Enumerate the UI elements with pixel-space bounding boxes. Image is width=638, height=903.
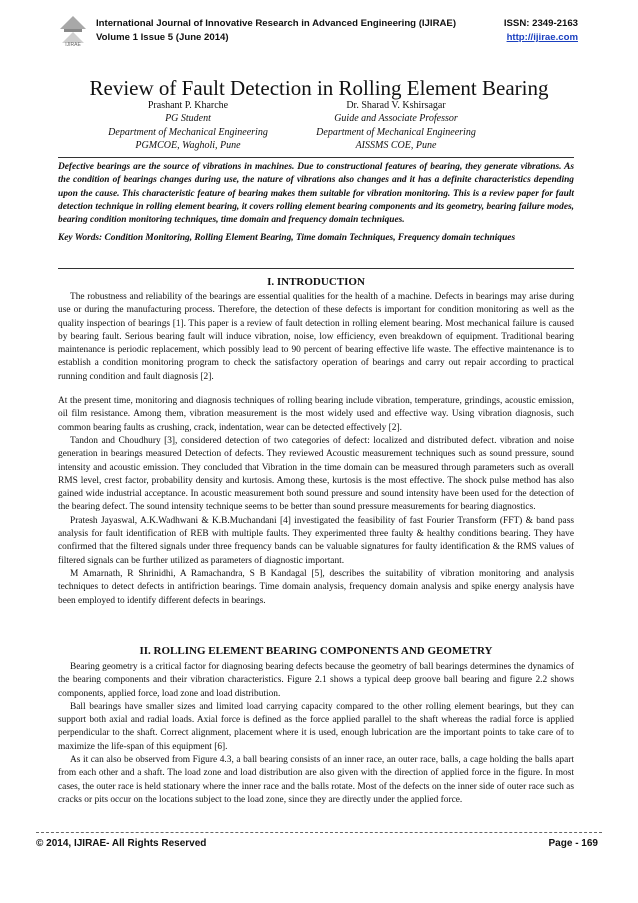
author-dept: Department of Mechanical Engineering: [108, 126, 268, 138]
bearing-geometry-body: [58, 661, 574, 807]
footer-divider: [36, 832, 602, 833]
author-2: [276, 99, 516, 153]
paragraph: Ball bearings have smaller sizes and limited load carrying capacity compared to the other rolling element bearings, but they can support both axial and radial loads. Axial force is defined as the force applied parallel to the shaft whereas the radial force is applied perpendicular to the shaft. Correct alignment, placement where it is used, enough lubrication are the important points to take care of to maximize the life-span of this equipment [6].: [58, 701, 574, 752]
journal-logo: [58, 13, 88, 47]
journal-issn: ISSN: 2349-2163: [503, 18, 578, 29]
footer-copyright: © 2014, IJIRAE- All Rights Reserved: [36, 838, 207, 849]
section-heading-bearing-geometry: II. ROLLING ELEMENT BEARING COMPONENTS AND GEOMETRY: [139, 645, 493, 657]
journal-url-link[interactable]: http://ijirae.com: [506, 32, 578, 43]
journal-header: [58, 13, 578, 53]
author-1: [70, 99, 306, 153]
footer-page-number: Page - 169: [548, 838, 598, 849]
abstract: [58, 161, 574, 246]
author-role: Guide and Associate Professor: [334, 113, 458, 125]
author-role: PG Student: [165, 113, 211, 125]
journal-name: International Journal of Innovative Research in Advanced Engineering (IJIRAE): [96, 18, 457, 29]
paragraph: The robustness and reliability of the bearings are essential qualities for the health of a machine. Defects in bearings may arise during use or during the manufacturing process. Therefore, the detection of these defects is important for condition monitoring as well as the quality inspection of bearings [1]. This paper is a review of fault detection in rolling element bearing. Most mechanical failure is caused by bearing fault. Serious bearing fault will induce vibration, noise, low efficiency, even breakdown of equipment. Traditional bearing maintenance is periodic replacement, which possibly lead to 90 percent of bearing effective life waste. The effective maintenance is to establish a condition monitoring program to check the satisfactory operation of bearings and carry out repair according to practical running condition and fault diagnosis [2].: [58, 292, 574, 382]
paragraph: As it can also be observed from Figure 4.3, a ball bearing consists of an inner race, an outer race, balls, a cage holding the balls apart from each other and a shaft. The load zone and load distribution are also given with the direction of applied force in the figure. In most cases, the outer race is held stationary where the inner race and the balls rotate. Most of the defects on the inner side of outer race such as cracks or pits occur on the locations subject to the load zone, since they are directly under the applied force.: [58, 755, 574, 805]
keywords: Key Words: Condition Monitoring, Rolling Element Bearing, Time domain Techniques, Frequency domain techniques: [58, 233, 516, 244]
author-name: Prashant P. Kharche: [147, 100, 229, 111]
author-inst: AISSMS COE, Pune: [355, 140, 437, 152]
divider: [58, 157, 574, 158]
author-dept: Department of Mechanical Engineering: [316, 126, 476, 138]
logo-text: IJIRAE: [65, 42, 81, 47]
paragraph: Pratesh Jayaswal, A.K.Wadhwani & K.B.Muchandani [4] investigated the feasibility of fast Fourier Transform (FFT) & band pass analysis for fault identification of REB with multiple faults. They experimented three faulty & healthy conditions bearing. They have confirmed that the filtered signals under three frequency bands can be valuable signatures for faulty identification & the RMS values of filtered signals can be further utilized as parameters of diagnostic important.: [58, 515, 574, 566]
journal-volume: Volume 1 Issue 5 (June 2014): [96, 32, 229, 43]
divider: [58, 268, 574, 269]
paragraph: Tandon and Choudhury [3], considered detection of two categories of defect: localized and distributed defect. vibration and noise generation in bearings measured Detection of defects. They reviewed Acoustic measurement techniques such as sound pressure, sound intensity and acoustic emission. They concluded that Vibration in the time domain can be measured through parameters such as overall RMS level, crest factor, probability density and kurtosis. Among these, kurtosis is the most effective. The shock pulse method has also gained wide industrial acceptance. In acoustic measurement both sound pressure and sound intensity have been used for the detection of the bearing defect. The sound intensity technique seems to be better than sound pressure measurements for bearing diagnostics.: [58, 435, 574, 513]
paper-title: Review of Fault Detection in Rolling Element Bearing: [89, 76, 549, 100]
paragraph: At the present time, monitoring and diagnosis techniques of rolling bearing include vibration, temperature, grindings, acoustic emission, oil film resistance. Among them, vibration measurement is the most widely used and effective way. Using vibration diagnosis, such common bearing faults as crushing, crack, indentation, wear can be detected effectively [2].: [58, 396, 574, 433]
author-inst: PGMCOE, Wagholi, Pune: [135, 140, 241, 152]
paragraph: Bearing geometry is a critical factor for diagnosing bearing defects because the geometry of ball bearings determines the dynamics of the bearing components and their vibration characteristics. Figure 2.1 shows a typical deep groove ball bearing and figure 2.2 shows components, applied force, load zone and load distribution.: [58, 662, 574, 699]
introduction-body: [58, 291, 574, 608]
section-heading-introduction: I. INTRODUCTION: [267, 276, 365, 288]
author-name: Dr. Sharad V. Kshirsagar: [346, 100, 446, 111]
paragraph: M Amarnath, R Shrinidhi, A Ramachandra, S B Kandagal [5], describes the suitability of vibration monitoring and analysis techniques to detect defects in antifriction bearings. Time domain analysis, frequency domain analysis and spike energy analysis have been employed to identify different defects in bearings.: [58, 568, 574, 606]
abstract-text: Defective bearings are the source of vibrations in machines. Due to constructional features of bearing, they generate vibrations. As the condition of bearings changes during use, the nature of vibrations also changes and it has a definite characteristics depending upon the cause. This characteristic feature of bearing makes them suitable for vibration monitoring. This is a review paper for fault detection technique in rolling element bearing, it covers rolling element bearing components and its geometry, bearing failure modes, bearing condition monitoring techniques, time domain and frequency domain techniques.: [58, 162, 574, 226]
